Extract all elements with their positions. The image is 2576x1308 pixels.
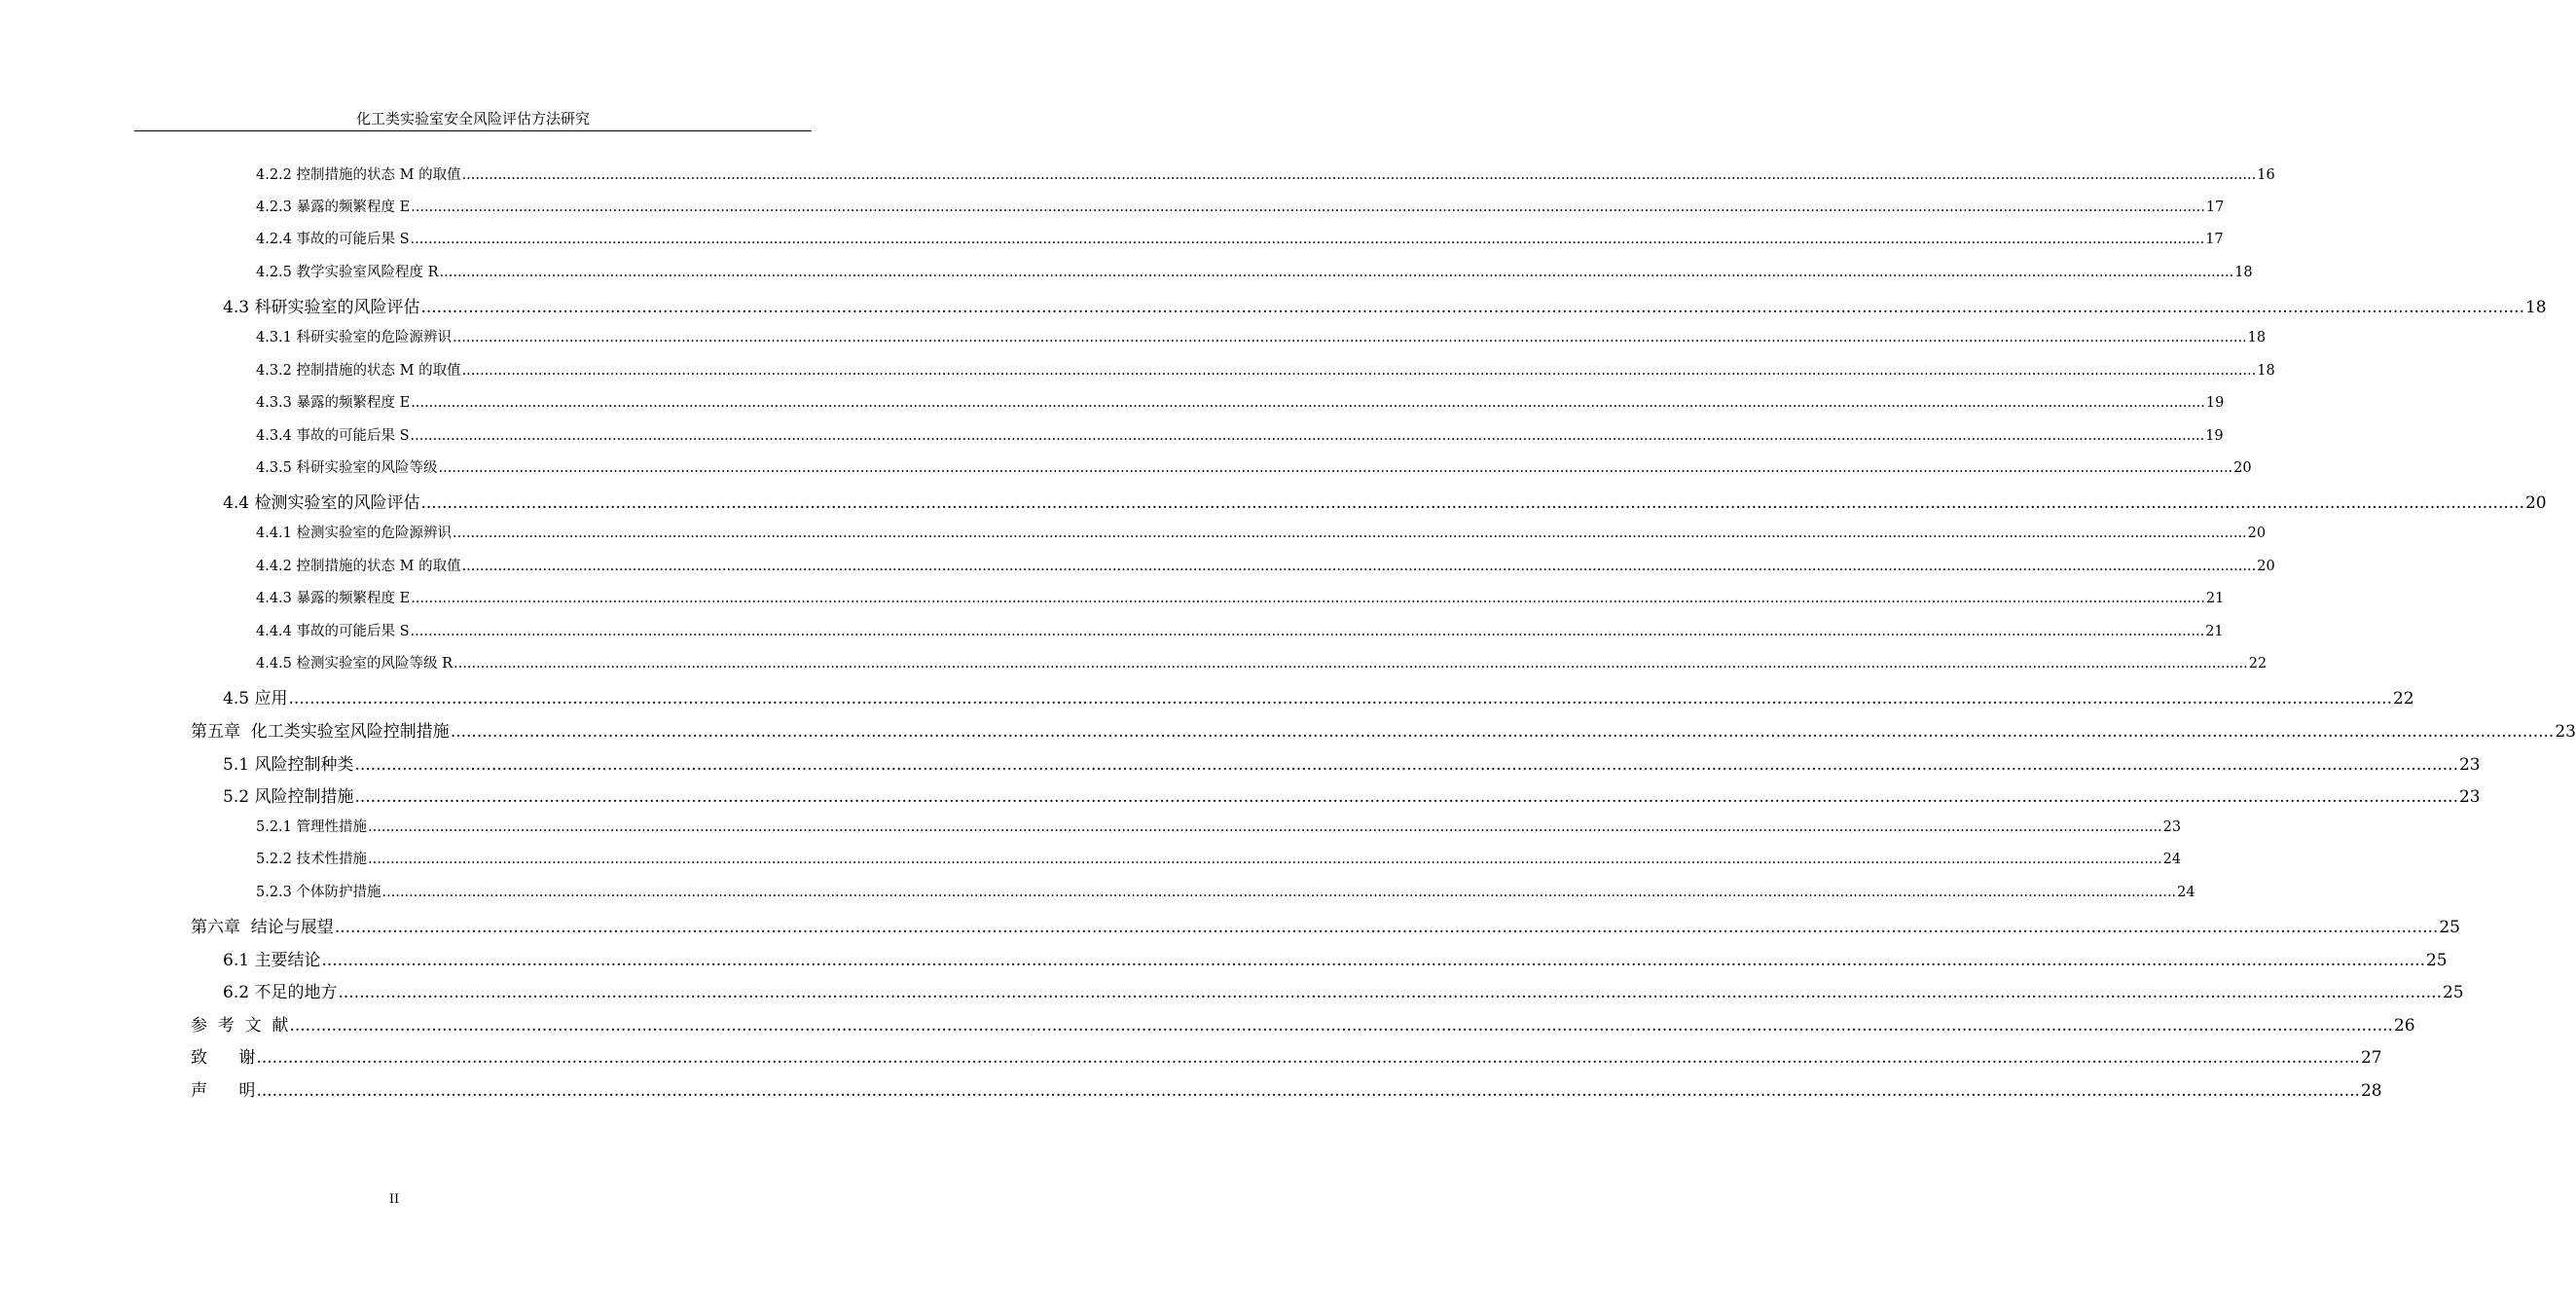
- toc-entry[interactable]: [256, 555, 2275, 575]
- toc-entry[interactable]: [256, 424, 2224, 445]
- toc-entry[interactable]: [191, 717, 2576, 742]
- toc-dot-leader: ................................................................................................................................................................................................................................................................................................................................................................................................................: [453, 526, 2247, 541]
- toc-entry-label: 4.3.5 科研实验室的风险等级: [256, 460, 438, 476]
- toc-entry-page: 17: [2205, 200, 2225, 215]
- toc-entry-page: 27: [2360, 1048, 2382, 1068]
- toc-dot-leader: ................................................................................................................................................................................................................................................................................................................................................................................................................: [338, 983, 2442, 1002]
- toc-entry[interactable]: [223, 946, 2448, 970]
- toc-entry[interactable]: [256, 261, 2253, 281]
- toc-entry[interactable]: [191, 913, 2460, 937]
- toc-dot-leader: ................................................................................................................................................................................................................................................................................................................................................................................................................: [410, 624, 2205, 639]
- toc-dot-leader: ................................................................................................................................................................................................................................................................................................................................................................................................................: [288, 689, 2392, 708]
- toc-entry-label: 4.3.3 暴露的频繁程度 E: [256, 395, 411, 411]
- toc-dot-leader: ................................................................................................................................................................................................................................................................................................................................................................................................................: [410, 428, 2205, 444]
- toc-entry[interactable]: [223, 684, 2414, 708]
- toc-entry-label: 5.2.1 管理性措施: [256, 819, 368, 835]
- toc-entry-page: 18: [2524, 298, 2547, 317]
- toc-dot-leader: ................................................................................................................................................................................................................................................................................................................................................................................................................: [454, 656, 2248, 672]
- toc-entry-label: 5.2.2 技术性措施: [256, 852, 368, 867]
- toc-dot-leader: ................................................................................................................................................................................................................................................................................................................................................................................................................: [334, 918, 2439, 937]
- toc-entry[interactable]: [223, 978, 2464, 1002]
- toc-dot-leader: ................................................................................................................................................................................................................................................................................................................................................................................................................: [450, 722, 2555, 742]
- toc-dot-leader: ................................................................................................................................................................................................................................................................................................................................................................................................................: [461, 559, 2257, 574]
- toc-entry-label: 4.3.1 科研实验室的危险源辨识: [256, 330, 453, 345]
- toc-entry-page: 18: [2234, 265, 2253, 280]
- toc-entry-page: 20: [2257, 559, 2275, 574]
- toc-dot-leader: ................................................................................................................................................................................................................................................................................................................................................................................................................: [368, 852, 2162, 867]
- toc-dot-leader: ................................................................................................................................................................................................................................................................................................................................................................................................................: [256, 1048, 2360, 1068]
- toc-entry-page: 24: [2177, 885, 2195, 900]
- toc-entry-label: 第五章 化工类实验室风险控制措施: [191, 722, 450, 742]
- toc-entry[interactable]: [256, 228, 2224, 248]
- toc-entry-label: 4.4.3 暴露的频繁程度 E: [256, 591, 411, 606]
- toc-entry[interactable]: [256, 456, 2252, 477]
- toc-entry[interactable]: [223, 489, 2547, 513]
- toc-entry-label: 4.3.4 事故的可能后果 S: [256, 428, 410, 444]
- toc-entry-label: 5.2.3 个体防护措施: [256, 885, 381, 900]
- toc-entry-page: 23: [2458, 787, 2481, 807]
- toc-entry-label: 4.2.5 教学实验室风险程度 R: [256, 265, 439, 280]
- toc-entry-label: 声 明: [191, 1081, 256, 1101]
- toc-entry[interactable]: [256, 848, 2182, 868]
- toc-entry-page: 25: [2425, 951, 2448, 970]
- toc-entry-label: 4.4.4 事故的可能后果 S: [256, 624, 410, 639]
- toc-entry[interactable]: [256, 522, 2267, 542]
- toc-entry[interactable]: [256, 620, 2224, 640]
- toc-dot-leader: ................................................................................................................................................................................................................................................................................................................................................................................................................: [411, 395, 2205, 411]
- toc-entry-page: 24: [2162, 852, 2182, 867]
- toc-entry-page: 18: [2247, 330, 2267, 345]
- toc-entry-page: 17: [2205, 232, 2224, 247]
- toc-dot-leader: ................................................................................................................................................................................................................................................................................................................................................................................................................: [256, 1081, 2360, 1101]
- toc-dot-leader: ................................................................................................................................................................................................................................................................................................................................................................................................................: [461, 167, 2257, 183]
- toc-entry[interactable]: [191, 1011, 2415, 1036]
- toc-entry[interactable]: [256, 391, 2225, 412]
- toc-entry-label: 4.2.2 控制措施的状态 M 的取值: [256, 167, 461, 183]
- toc-entry-label: 4.3 科研实验室的风险评估: [223, 298, 420, 317]
- toc-dot-leader: ................................................................................................................................................................................................................................................................................................................................................................................................................: [453, 330, 2247, 345]
- toc-entry-page: 20: [2524, 493, 2547, 513]
- toc-entry-page: 23: [2162, 819, 2182, 835]
- toc-entry-label: 6.2 不足的地方: [223, 983, 338, 1002]
- toc-entry[interactable]: [191, 1076, 2382, 1101]
- toc-entry-page: 23: [2458, 755, 2481, 775]
- toc-dot-leader: ................................................................................................................................................................................................................................................................................................................................................................................................................: [438, 460, 2233, 476]
- toc-entry[interactable]: [256, 359, 2275, 380]
- toc-entry-page: 16: [2257, 167, 2275, 183]
- toc-entry-page: 21: [2205, 624, 2224, 639]
- toc-dot-leader: ................................................................................................................................................................................................................................................................................................................................................................................................................: [354, 787, 2458, 807]
- toc-entry[interactable]: [256, 164, 2275, 184]
- toc-entry-label: 4.4 检测实验室的风险评估: [223, 493, 420, 513]
- toc-entry-label: 4.4.1 检测实验室的危险源辨识: [256, 526, 453, 541]
- toc-entry[interactable]: [256, 587, 2225, 607]
- toc-dot-leader: ................................................................................................................................................................................................................................................................................................................................................................................................................: [410, 232, 2205, 247]
- toc-dot-leader: ................................................................................................................................................................................................................................................................................................................................................................................................................: [411, 591, 2205, 606]
- toc-entry[interactable]: [223, 293, 2547, 317]
- toc-dot-leader: ................................................................................................................................................................................................................................................................................................................................................................................................................: [461, 363, 2257, 379]
- toc-entry-label: 4.2.3 暴露的频繁程度 E: [256, 200, 411, 215]
- toc-dot-leader: ................................................................................................................................................................................................................................................................................................................................................................................................................: [354, 755, 2458, 775]
- toc-entry-page: 18: [2257, 363, 2275, 379]
- toc-dot-leader: ................................................................................................................................................................................................................................................................................................................................................................................................................: [439, 265, 2234, 280]
- toc-entry[interactable]: [223, 782, 2481, 807]
- toc-entry-page: 19: [2205, 395, 2225, 411]
- toc-dot-leader: ................................................................................................................................................................................................................................................................................................................................................................................................................: [321, 951, 2425, 970]
- toc-entry[interactable]: [256, 196, 2225, 216]
- toc-dot-leader: ................................................................................................................................................................................................................................................................................................................................................................................................................: [368, 819, 2162, 835]
- toc-dot-leader: ................................................................................................................................................................................................................................................................................................................................................................................................................: [381, 885, 2177, 900]
- toc-entry-label: 4.4.5 检测实验室的风险等级 R: [256, 656, 454, 672]
- toc-entry-label: 第六章 结论与展望: [191, 918, 334, 937]
- toc-entry-page: 20: [2247, 526, 2267, 541]
- toc-entry-label: 4.5 应用: [223, 689, 288, 708]
- toc-entry-page: 20: [2233, 460, 2252, 476]
- page-number: II: [388, 1192, 400, 1207]
- toc-entry-label: 致 谢: [191, 1048, 256, 1068]
- toc-entry-label: 4.3.2 控制措施的状态 M 的取值: [256, 363, 461, 379]
- toc-entry-page: 22: [2248, 656, 2268, 672]
- toc-entry-label: 5.2 风险控制措施: [223, 787, 354, 807]
- toc-entry-page: 28: [2360, 1081, 2382, 1101]
- toc-entry-label: 6.1 主要结论: [223, 951, 321, 970]
- toc-dot-leader: ................................................................................................................................................................................................................................................................................................................................................................................................................: [420, 493, 2524, 513]
- toc-entry-page: 22: [2392, 689, 2414, 708]
- toc-entry-page: 23: [2555, 722, 2576, 742]
- toc-entry[interactable]: [256, 881, 2195, 901]
- toc-entry[interactable]: [223, 750, 2481, 775]
- page-header: 化工类实验室安全风险评估方法研究: [355, 110, 590, 127]
- toc-entry[interactable]: [191, 1043, 2382, 1068]
- toc-entry-page: 25: [2439, 918, 2460, 937]
- toc-entry-page: 25: [2442, 983, 2464, 1002]
- toc-entry[interactable]: [256, 326, 2267, 346]
- toc-entry-label: 5.1 风险控制种类: [223, 755, 354, 775]
- toc-entry[interactable]: [256, 816, 2182, 836]
- toc-entry-page: 21: [2205, 591, 2225, 606]
- toc-entry-label: 4.2.4 事故的可能后果 S: [256, 232, 410, 247]
- toc-dot-leader: ................................................................................................................................................................................................................................................................................................................................................................................................................: [289, 1016, 2393, 1036]
- toc-entry-label: 参 考 文 献: [191, 1016, 289, 1036]
- toc-dot-leader: ................................................................................................................................................................................................................................................................................................................................................................................................................: [420, 298, 2524, 317]
- toc-entry-page: 19: [2205, 428, 2224, 444]
- toc-entry-page: 26: [2393, 1016, 2415, 1036]
- toc-entry[interactable]: [256, 652, 2268, 672]
- toc-entry-label: 4.4.2 控制措施的状态 M 的取值: [256, 559, 461, 574]
- toc-dot-leader: ................................................................................................................................................................................................................................................................................................................................................................................................................: [411, 200, 2205, 215]
